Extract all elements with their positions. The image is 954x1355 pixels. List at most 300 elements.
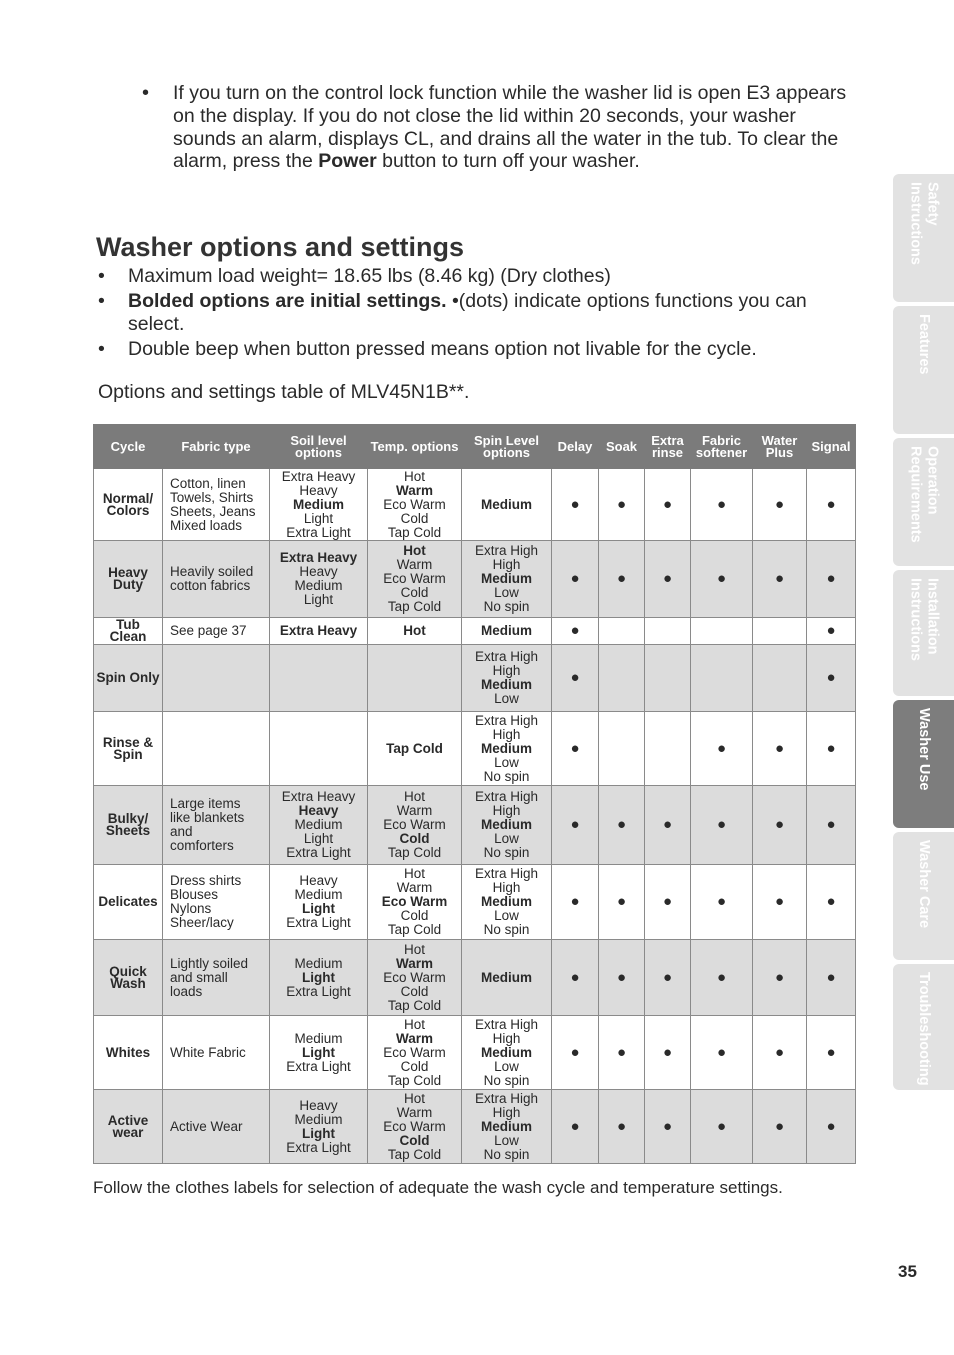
dot-icon: ● — [662, 495, 673, 513]
option-value: Light — [303, 831, 334, 846]
temp-options — [368, 940, 462, 1016]
option-value: Heavy — [299, 1097, 338, 1113]
dot-icon: ● — [616, 495, 627, 513]
dot-icon: ● — [826, 1117, 836, 1135]
section-tab[interactable] — [893, 964, 954, 1090]
option-value: Medium — [480, 740, 532, 756]
section-tab[interactable] — [893, 306, 954, 434]
option-cell — [599, 541, 645, 618]
option-cell — [599, 865, 645, 940]
dot-icon: ● — [570, 1043, 580, 1061]
option-value: High — [492, 1104, 521, 1120]
option-value: Low — [494, 691, 519, 706]
options-table — [93, 424, 856, 1164]
option-value: No spin — [483, 1146, 530, 1162]
option-value: Warm — [395, 1030, 433, 1046]
dot-icon: • — [451, 290, 459, 312]
dot-icon: ● — [616, 968, 627, 986]
section-tab-label: Installation Instructions — [907, 578, 941, 661]
dot-icon: ● — [570, 1117, 580, 1135]
option-value: Hot — [403, 789, 425, 804]
option-value: Light — [303, 510, 334, 526]
dot-icon: ● — [826, 570, 836, 587]
fabric-type: White Fabric — [163, 1016, 270, 1090]
option-cell — [599, 618, 645, 645]
option-value: Tap Cold — [387, 1146, 442, 1162]
fabric-type: Active Wear — [163, 1090, 270, 1164]
option-value: Cold — [400, 585, 429, 600]
section-tab[interactable] — [893, 570, 954, 696]
dot-icon: ● — [774, 739, 785, 757]
dot-icon: ● — [570, 622, 580, 639]
dot-icon: ● — [826, 893, 836, 910]
dot-icon: ● — [570, 669, 580, 686]
option-cell — [691, 865, 753, 940]
list-item: • Bolded options are initial settings. •(dots) indicate options functions you can select. — [98, 290, 807, 335]
dot-icon: ● — [570, 968, 580, 986]
option-value: Light — [302, 1044, 335, 1060]
option-cell — [691, 469, 753, 541]
option-value: Medium — [294, 578, 343, 593]
option-value: Eco Warm — [383, 817, 446, 832]
option-value: Tap Cold — [387, 1072, 442, 1088]
soil-options — [270, 1016, 368, 1090]
option-value: Medium — [480, 894, 532, 909]
option-value: Extra Heavy — [279, 623, 358, 638]
option-value: Eco Warm — [383, 1044, 446, 1060]
dot-icon: ● — [826, 1043, 836, 1061]
section-tabs — [893, 174, 954, 1094]
option-value: Cold — [400, 510, 429, 526]
cycle-name: Whites — [94, 1016, 163, 1090]
option-cell — [753, 1016, 807, 1090]
column-header: Water Plus — [753, 425, 807, 469]
option-cell — [552, 1016, 599, 1090]
option-value: Tap Cold — [387, 922, 442, 937]
cycle-name: Spin Only — [94, 645, 163, 712]
fabric-type: Large items like blankets and comforters — [163, 786, 270, 865]
spin-options — [462, 940, 552, 1016]
option-cell — [691, 940, 753, 1016]
option-value: Extra Heavy — [281, 468, 356, 484]
option-value: Extra Light — [286, 983, 351, 999]
option-value: Tap Cold — [387, 845, 442, 860]
bullet-icon: • — [98, 290, 105, 312]
option-value: Warm — [396, 803, 433, 818]
table-body — [94, 469, 856, 1164]
temp-options — [368, 645, 462, 712]
option-value: Eco Warm — [383, 1118, 446, 1134]
dot-icon: ● — [662, 1117, 673, 1135]
dot-icon: ● — [774, 968, 785, 986]
fabric-type: Heavily soiled cotton fabrics — [163, 541, 270, 618]
fabric-type: Dress shirts Blouses Nylons Sheer/lacy — [163, 865, 270, 940]
dot-icon: ● — [570, 816, 580, 833]
dot-icon: ● — [570, 570, 580, 587]
option-value: Low — [494, 831, 519, 846]
fabric-type: Cotton, linen Towels, Shirts Sheets, Jeans Mixed loads — [163, 469, 270, 541]
option-value: Extra High — [474, 712, 539, 728]
option-cell — [645, 1016, 691, 1090]
option-value: Warm — [396, 557, 433, 572]
option-value: Cold — [400, 983, 429, 999]
option-cell — [552, 469, 599, 541]
option-cell — [599, 469, 645, 541]
section-tab-label: Washer Use — [916, 708, 932, 791]
option-cell — [753, 865, 807, 940]
option-value: Medium — [480, 817, 532, 832]
dot-icon: ● — [774, 495, 785, 513]
column-header: Soil level options — [270, 425, 368, 469]
fabric-type: See page 37 — [163, 618, 270, 645]
option-cell — [807, 469, 856, 541]
option-cell — [599, 645, 645, 712]
column-header: Soak — [599, 425, 645, 469]
option-cell — [807, 618, 856, 645]
option-value: Eco Warm — [381, 894, 448, 909]
option-value: No spin — [483, 922, 530, 937]
option-cell — [691, 786, 753, 865]
cycle-name: Bulky/ Sheets — [94, 786, 163, 865]
option-cell — [552, 1090, 599, 1164]
spin-options — [462, 712, 552, 786]
option-cell — [753, 541, 807, 618]
option-value: Extra Light — [286, 1139, 351, 1155]
column-header: Delay — [552, 425, 599, 469]
section-tab[interactable] — [893, 832, 954, 960]
option-value: Extra High — [474, 543, 539, 558]
option-value: Eco Warm — [383, 969, 446, 985]
dot-icon: ● — [570, 893, 580, 910]
dot-icon: ● — [716, 739, 727, 757]
option-cell — [645, 541, 691, 618]
option-value: Warm — [396, 1104, 433, 1120]
option-value: Medium — [294, 1030, 343, 1046]
option-cell — [645, 940, 691, 1016]
dot-icon: ● — [616, 570, 627, 587]
footnote: Follow the clothes labels for selection of adequate the wash cycle and temperature settings. — [93, 1178, 783, 1197]
dot-icon: ● — [616, 893, 627, 910]
option-cell — [645, 786, 691, 865]
soil-options — [270, 618, 368, 645]
dot-icon: ● — [616, 816, 627, 833]
option-value: High — [492, 803, 521, 818]
table-row — [94, 541, 856, 618]
option-value: Hot — [403, 543, 426, 558]
option-cell — [691, 618, 753, 645]
option-cell — [753, 469, 807, 541]
option-cell — [599, 786, 645, 865]
option-value: No spin — [483, 845, 530, 860]
option-cell — [691, 541, 753, 618]
temp-options — [368, 618, 462, 645]
option-value: Extra High — [474, 866, 539, 881]
option-cell — [552, 712, 599, 786]
option-value: Medium — [480, 571, 532, 586]
option-value: Extra Light — [286, 1058, 351, 1074]
option-value: Warm — [396, 880, 433, 895]
dot-icon: ● — [662, 570, 673, 587]
spin-options — [462, 1016, 552, 1090]
soil-options — [270, 541, 368, 618]
option-cell — [645, 712, 691, 786]
dot-icon: ● — [826, 495, 836, 513]
option-value: Extra High — [474, 1016, 539, 1032]
temp-options — [368, 541, 462, 618]
dot-icon: ● — [662, 1043, 673, 1061]
option-value: Tap Cold — [387, 997, 442, 1013]
option-value: Extra High — [474, 789, 539, 804]
option-cell — [552, 865, 599, 940]
option-value: Tap Cold — [386, 740, 443, 756]
fabric-type: Lightly soiled and small loads — [163, 940, 270, 1016]
option-cell — [645, 645, 691, 712]
soil-options — [270, 940, 368, 1016]
option-value: Medium — [294, 817, 343, 832]
dot-icon: ● — [774, 570, 785, 587]
column-header: Spin Level options — [462, 425, 552, 469]
page-title: Washer options and settings — [96, 232, 465, 262]
option-cell — [645, 618, 691, 645]
option-cell — [753, 645, 807, 712]
option-cell — [645, 1090, 691, 1164]
option-cell — [807, 940, 856, 1016]
option-value: No spin — [483, 1072, 530, 1088]
option-value: Hot — [403, 941, 425, 957]
option-value: Cold — [400, 1058, 429, 1074]
dot-icon: ● — [616, 1043, 627, 1061]
option-cell — [807, 786, 856, 865]
option-cell — [691, 1016, 753, 1090]
option-cell — [691, 1090, 753, 1164]
temp-options — [368, 865, 462, 940]
option-cell — [552, 940, 599, 1016]
table-row — [94, 618, 856, 645]
table-caption: Options and settings table of MLV45N1B**. — [98, 381, 470, 403]
dot-icon: ● — [662, 816, 673, 833]
option-cell — [807, 541, 856, 618]
option-value: No spin — [483, 768, 530, 784]
option-value: Medium — [294, 955, 343, 971]
option-value: Hot — [403, 1016, 425, 1032]
soil-options — [270, 469, 368, 541]
option-value: No spin — [483, 599, 530, 614]
option-value: Heavy — [299, 564, 338, 579]
option-cell — [599, 1016, 645, 1090]
table-row — [94, 940, 856, 1016]
spin-options — [462, 541, 552, 618]
option-value: Extra Heavy — [281, 789, 356, 804]
option-value: High — [492, 880, 521, 895]
fabric-type — [163, 645, 270, 712]
bullet-icon: • — [98, 338, 105, 360]
temp-options — [368, 712, 462, 786]
option-cell — [807, 865, 856, 940]
control-lock-text: If you turn on the control lock function while the washer lid is open E3 appears on the display. If you do not close the lid within 20 seconds, your washer sounds an alarm, displays CL, and drains all the water in the tub. To clear the alarm, press the Power button to turn off your washer. — [173, 82, 847, 173]
option-value: Heavy — [299, 873, 338, 888]
dot-icon: ● — [716, 1043, 727, 1061]
temp-options — [368, 469, 462, 541]
spin-options — [462, 469, 552, 541]
option-value: Warm — [395, 955, 433, 971]
option-value: Tap Cold — [387, 599, 442, 614]
option-value: Medium — [480, 969, 532, 985]
option-cell — [599, 1090, 645, 1164]
option-value: Extra Light — [286, 524, 351, 540]
option-value: Medium — [480, 496, 532, 512]
option-value: High — [492, 1030, 521, 1046]
table-row — [94, 1016, 856, 1090]
dot-icon: ● — [826, 739, 836, 757]
bullet-icon: • — [98, 265, 105, 287]
dot-icon: ● — [716, 495, 727, 513]
option-value: Hot — [403, 468, 425, 484]
cycle-name: Quick Wash — [94, 940, 163, 1016]
soil-options — [270, 645, 368, 712]
column-header: Signal — [807, 425, 856, 469]
option-value: Medium — [480, 677, 532, 692]
option-cell — [807, 1016, 856, 1090]
spin-options — [462, 865, 552, 940]
soil-options — [270, 865, 368, 940]
option-value: Eco Warm — [383, 571, 446, 586]
column-header: Fabric softener — [691, 425, 753, 469]
fabric-type — [163, 712, 270, 786]
dot-icon: ● — [662, 968, 673, 986]
column-header: Temp. options — [368, 425, 462, 469]
option-cell — [599, 712, 645, 786]
option-cell — [691, 712, 753, 786]
temp-options — [368, 786, 462, 865]
section-tab[interactable] — [893, 438, 954, 566]
cycle-name: Delicates — [94, 865, 163, 940]
table-row — [94, 645, 856, 712]
column-header: Extra rinse — [645, 425, 691, 469]
option-cell — [807, 645, 856, 712]
option-value: Tap Cold — [387, 524, 442, 540]
option-value: Light — [302, 969, 335, 985]
spin-options — [462, 786, 552, 865]
option-cell — [753, 618, 807, 645]
option-value: Hot — [403, 866, 425, 881]
bullet-icon: • — [142, 82, 150, 104]
cycle-name: Rinse & Spin — [94, 712, 163, 786]
option-value: Low — [494, 754, 519, 770]
option-cell — [552, 618, 599, 645]
option-value: Low — [494, 1132, 519, 1148]
option-value: Medium — [294, 887, 343, 902]
option-value: Extra Light — [286, 915, 351, 930]
cycle-name: Normal/ Colors — [94, 469, 163, 541]
option-value: Medium — [294, 1111, 343, 1127]
table-row — [94, 712, 856, 786]
option-cell — [691, 645, 753, 712]
option-value: Light — [302, 901, 335, 916]
option-value: Low — [494, 908, 519, 923]
option-value: Medium — [292, 496, 344, 512]
dot-icon: ● — [774, 1117, 785, 1135]
column-header: Cycle — [94, 425, 163, 469]
option-value: Eco Warm — [383, 496, 446, 512]
table-row — [94, 865, 856, 940]
dot-icon: ● — [616, 1117, 627, 1135]
option-value: Warm — [395, 482, 433, 498]
option-value: Light — [302, 1125, 335, 1141]
option-value: Hot — [403, 623, 426, 638]
option-value: Medium — [480, 623, 532, 638]
option-cell — [645, 865, 691, 940]
temp-options — [368, 1016, 462, 1090]
dot-icon: ● — [570, 495, 580, 513]
list-item: • Double beep when button pressed means option not livable for the cycle. — [98, 338, 757, 360]
section-tab-label: Troubleshooting — [916, 972, 932, 1086]
cycle-name: Tub Clean — [94, 618, 163, 645]
table-row — [94, 469, 856, 541]
option-cell — [645, 469, 691, 541]
soil-options — [270, 712, 368, 786]
dot-icon: ● — [774, 816, 785, 833]
section-tab-label: Operation Requirements — [907, 446, 941, 543]
dot-icon: ● — [570, 739, 580, 757]
option-value: Extra Light — [286, 845, 351, 860]
option-cell — [753, 786, 807, 865]
option-cell — [552, 541, 599, 618]
option-value: Hot — [403, 1090, 425, 1106]
spin-options — [462, 618, 552, 645]
option-value: Low — [494, 1058, 519, 1074]
option-cell — [753, 1090, 807, 1164]
section-tab[interactable] — [893, 174, 954, 302]
dot-icon: ● — [826, 816, 836, 833]
option-cell — [552, 786, 599, 865]
option-cell — [552, 645, 599, 712]
column-header: Fabric type — [163, 425, 270, 469]
option-value: Medium — [480, 1118, 532, 1134]
option-value: Extra Heavy — [279, 550, 358, 565]
option-value: Heavy — [298, 803, 339, 818]
option-value: Extra High — [474, 1090, 539, 1106]
control-lock-note — [142, 82, 864, 173]
page-number: 35 — [898, 1262, 917, 1281]
option-value: Cold — [399, 831, 430, 846]
dot-icon: ● — [774, 893, 785, 910]
spin-options — [462, 1090, 552, 1164]
option-value: Light — [303, 592, 334, 607]
dot-icon: ● — [662, 893, 673, 910]
option-value: Medium — [480, 1044, 532, 1060]
option-cell — [807, 1090, 856, 1164]
option-value: Cold — [400, 908, 429, 923]
dot-icon: ● — [716, 968, 727, 986]
option-cell — [807, 712, 856, 786]
soil-options — [270, 786, 368, 865]
option-cell — [753, 712, 807, 786]
dot-icon: ● — [716, 570, 727, 587]
soil-options — [270, 1090, 368, 1164]
option-value: Cold — [399, 1132, 430, 1148]
dot-icon: ● — [716, 893, 727, 910]
power-button-ref: Power — [318, 150, 377, 173]
dot-icon: ● — [774, 1043, 785, 1061]
section-tab[interactable] — [893, 700, 954, 828]
list-item: • Maximum load weight= 18.65 lbs (8.46 kg) (Dry clothes) — [98, 265, 611, 287]
table-row — [94, 786, 856, 865]
option-value: Extra High — [474, 649, 539, 664]
spin-options — [462, 645, 552, 712]
dot-icon: ● — [716, 816, 727, 833]
option-cell — [599, 940, 645, 1016]
option-value: Heavy — [299, 482, 338, 498]
